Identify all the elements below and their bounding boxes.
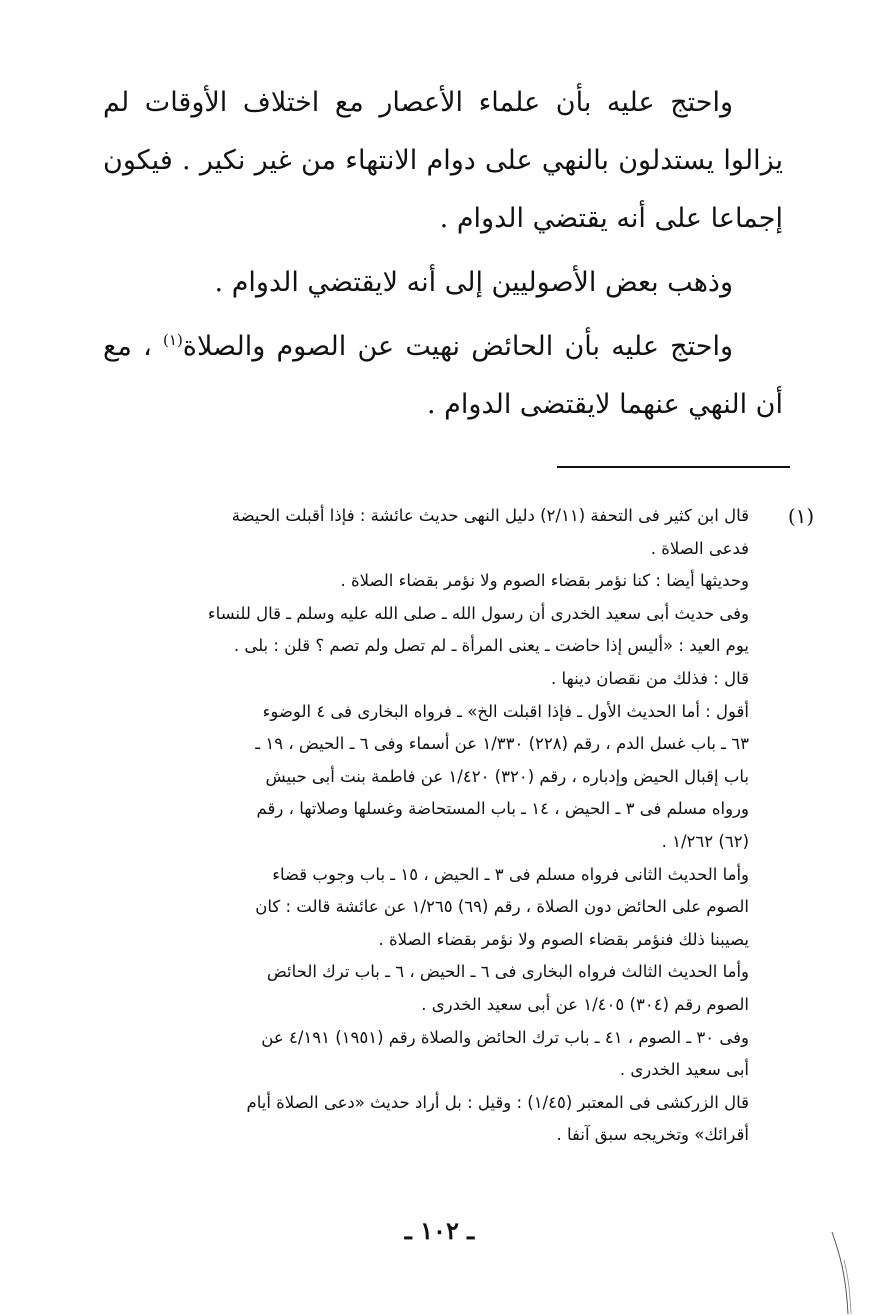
footnote [49,500,819,1152]
footnote-line: أقرائك» وتخريجه سبق آنفا . [556,1125,749,1145]
footnote-line: أبى سعيد الخدرى . [619,1060,749,1080]
paragraph-1-line-3: أنه يقتضي الدوام . [439,203,646,234]
paragraph-3 [103,318,783,434]
main-text [103,74,783,434]
footnote-line: يصيبنا ذلك فنؤمر بقضاء الصوم ولا نؤمر بقضاء الصلاة . [378,929,749,949]
footnote-line: وأما الحديث الثالث فرواه البخارى فى ٦ ـ الحيض ، ٦ ـ باب ترك الحائض [266,962,749,982]
footnote-line: يوم العيد : «أليس إذا حاضت ـ يعنى المرأة ـ لم تصل ولم تصم ؟ قلن : بلى . [233,636,749,656]
footnote-line: قال ابن كثير فى التحفة (٢/١١) دليل النهى حديث عائشة : فإذا أقبلت الحيضة [231,506,749,525]
footnote-line: (٦٢) ١/٢٦٢ . [661,831,749,851]
paragraph-2 [103,254,783,312]
footnote-line: وأما الحديث الثانى فرواه مسلم فى ٣ ـ الحيض ، ١٥ ـ باب وجوب قضاء [272,864,749,884]
footnote-line: قال الزركشى فى المعتبر (١/٤٥) : وقيل : بل أراد حديث «دعى الصلاة أيام [246,1092,749,1112]
footnote-body [49,500,749,1152]
paragraph-3-line-1-end: ، مع [103,331,164,362]
paragraph-1-line-2: يستدلون بالنهي على دوام الانتهاء من غير نكير . فيكون إجماعا على [103,145,783,234]
footnote-line: الصوم على الحائض دون الصلاة ، رقم (٦٩) ١/٢٦٥ عن عائشة قالت : كان [255,897,749,917]
footnote-line: ٦٣ ـ باب غسل الدم ، رقم (٢٢٨) ١/٣٣٠ عن أسماء وفى ٦ ـ الحيض ، ١٩ ـ [255,734,749,754]
footnote-line: قال : فذلك من نقصان دينها . [551,668,749,688]
footnote-line: وحديثها أيضا : كنا نؤمر بقضاء الصوم ولا نؤمر بقضاء الصلاة . [340,571,749,591]
footnote-separator [557,466,790,468]
footnote-line: فدعى الصلاة . [650,538,749,558]
page-number: ـ ١٠٢ ـ [404,1216,475,1245]
footnote-line: ورواه مسلم فى ٣ ـ الحيض ، ١٤ ـ باب المستحاضة وغسلها وصلاتها ، رقم [256,799,749,819]
paragraph-1 [103,74,783,248]
footnote-reference[interactable]: (١) [163,331,183,349]
footnote-line: أقول : أما الحديث الأول ـ فإذا اقبلت الخ» ـ فرواه البخارى فى ٤ الوضوء [262,701,749,721]
paragraph-3-line-2: أن النهي عنهما لايقتضى الدوام . [427,389,783,420]
footnote-line: باب إقبال الحيض وإدباره ، رقم (٣٢٠) ١/٤٢٠ عن فاطمة بنت أبى حبيش [265,766,749,786]
footnote-line: وفى حديث أبى سعيد الخدرى أن رسول الله ـ صلى الله عليه وسلم ـ قال للنساء [207,603,749,623]
paragraph-2-text: وذهب بعض الأصوليين إلى أنه لايقتضي الدوام . [214,267,733,298]
paragraph-3-line-1: واحتج عليه بأن الحائض نهيت عن الصوم والصلاة [182,331,733,362]
paragraph-1-line-1: واحتج عليه بأن علماء الأعصار مع اختلاف الأوقات لم يزالوا [103,87,784,176]
footnote-marker: (١) [787,504,815,528]
footnote-line: الصوم رقم (٣٠٤) ١/٤٠٥ عن أبى سعيد الخدرى . [421,994,749,1014]
footnote-line: وفى ٣٠ ـ الصوم ، ٤١ ـ باب ترك الحائض والصلاة رقم (١٩٥١) ٤/١٩١ عن [261,1027,749,1047]
page-edge-mark [828,1230,868,1315]
